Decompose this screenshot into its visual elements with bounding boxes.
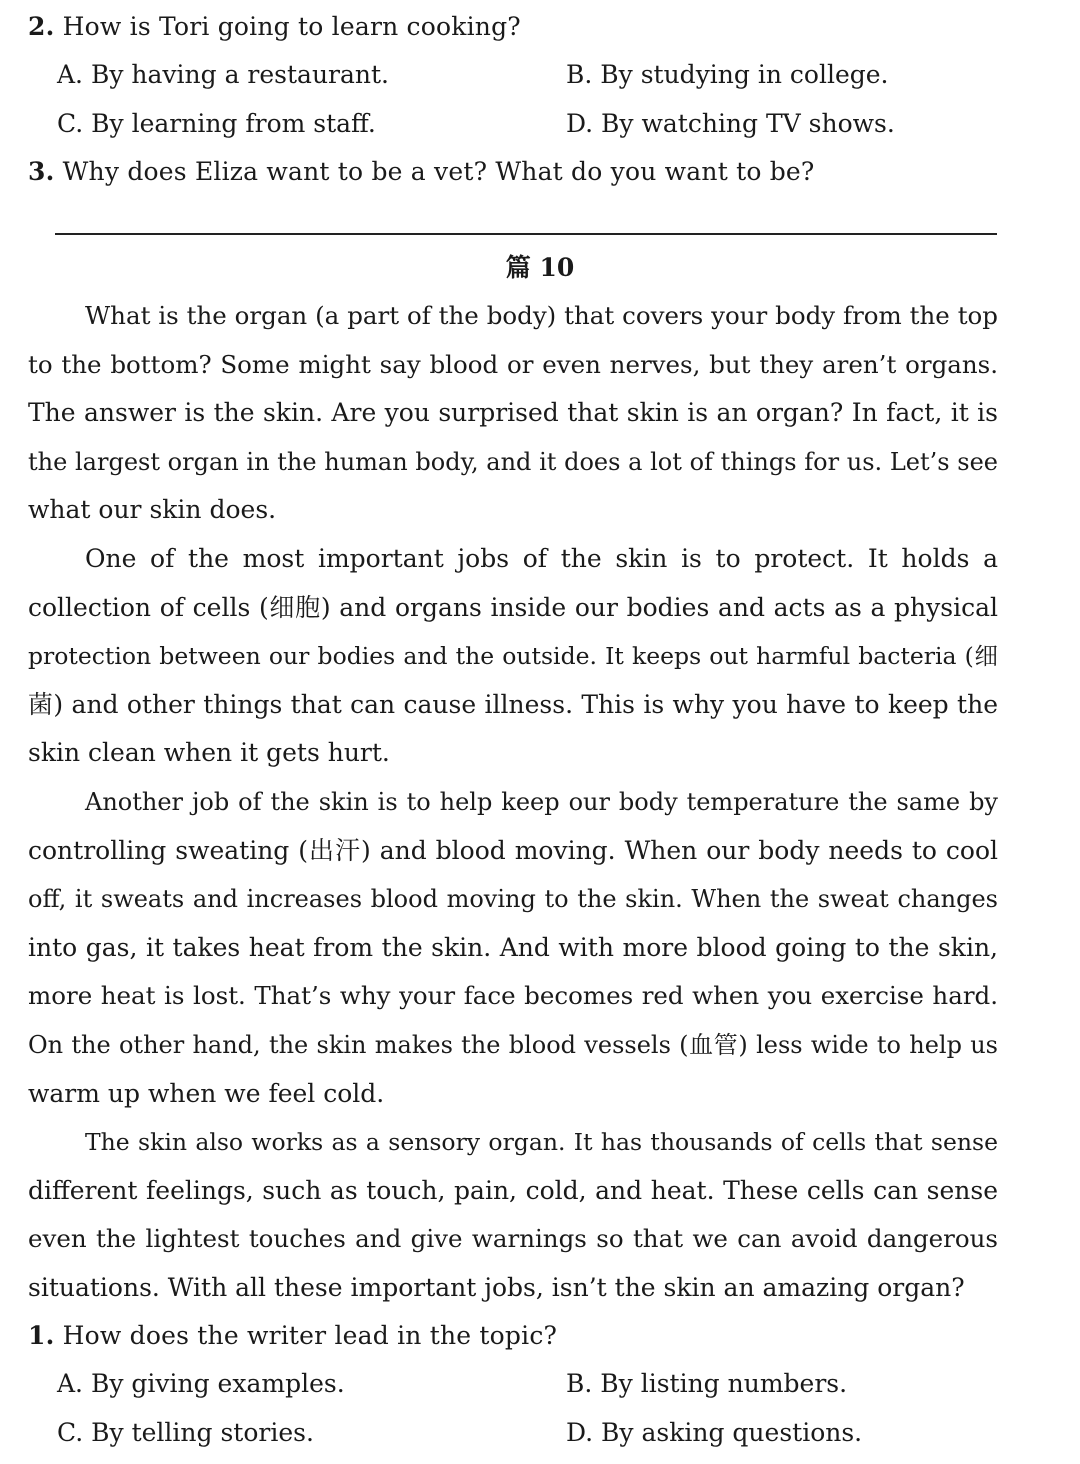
paragraph-2	[28, 544, 998, 787]
paragraph-line: more heat is lost. That’s why your face becomes red when you exercise hard.	[28, 981, 998, 1011]
paragraph-line: even the lightest touches and give warnings so that we can avoid dangerous	[28, 1224, 998, 1254]
question-number: 1.	[28, 1321, 55, 1350]
section-heading: 篇 10	[505, 253, 575, 282]
question-1	[28, 1321, 557, 1351]
paragraph-line: The skin also works as a sensory organ. It has thousands of cells that sense	[85, 1128, 998, 1156]
paragraph-line: protection between our bodies and the outside. It keeps out harmful bacteria (细	[28, 642, 998, 671]
option-c: C. By learning from staff.	[57, 109, 376, 138]
paragraph-line: 菌) and other things that can cause illness. This is why you have to keep the	[28, 689, 998, 719]
paragraph-line: collection of cells (细胞) and organs inside our bodies and acts as a physical	[28, 592, 998, 622]
option-b: B. By listing numbers.	[566, 1369, 848, 1398]
paragraph-line: what our skin does.	[28, 495, 277, 525]
question-number: 2.	[28, 12, 55, 41]
question-text: Why does Eliza want to be a vet? What do you want to be?	[62, 157, 815, 186]
paragraph-1	[28, 301, 998, 544]
option-d: D. By asking questions.	[566, 1418, 863, 1447]
question-text: How does the writer lead in the topic?	[62, 1321, 558, 1350]
paragraph-line: On the other hand, the skin makes the blood vessels (血管) less wide to help us	[28, 1030, 998, 1059]
paragraph-line: situations. With all these important jobs, isn’t the skin an amazing organ?	[28, 1272, 965, 1302]
paragraph-line: controlling sweating (出汗) and blood moving. When our body needs to cool	[28, 835, 998, 865]
option-b: B. By studying in college.	[566, 60, 889, 89]
question-text: How is Tori going to learn cooking?	[62, 12, 521, 41]
paragraph-line: One of the most important jobs of the skin is to protect. It holds a	[85, 544, 998, 573]
option-c: C. By telling stories.	[57, 1418, 314, 1447]
paragraph-line: different feelings, such as touch, pain, cold, and heat. These cells can sense	[28, 1175, 998, 1205]
paragraph-line: to the bottom? Some might say blood or even nerves, but they aren’t organs.	[28, 349, 998, 379]
paragraph-line: the largest organ in the human body, and it does a lot of things for us. Let’s see	[28, 447, 998, 476]
option-a: A. By giving examples.	[57, 1369, 345, 1398]
paragraph-line: skin clean when it gets hurt.	[28, 738, 390, 768]
paragraph-line: into gas, it takes heat from the skin. And with more blood going to the skin,	[28, 932, 998, 962]
paragraph-3	[28, 787, 998, 1127]
option-a: A. By having a restaurant.	[57, 60, 389, 89]
question-3	[28, 157, 815, 187]
question-number: 3.	[28, 157, 55, 186]
paragraph-4	[28, 1127, 998, 1321]
option-d: D. By watching TV shows.	[566, 109, 895, 138]
paragraph-line: The answer is the skin. Are you surprised that skin is an organ? In fact, it is	[28, 398, 998, 428]
question-2	[28, 12, 521, 42]
paragraph-line: What is the organ (a part of the body) that covers your body from the top	[85, 301, 998, 330]
answer-line	[55, 233, 997, 235]
paragraph-line: off, it sweats and increases blood moving to the skin. When the sweat changes	[28, 885, 998, 914]
paragraph-line: Another job of the skin is to help keep our body temperature the same by	[85, 788, 998, 816]
paragraph-line: warm up when we feel cold.	[28, 1078, 385, 1108]
